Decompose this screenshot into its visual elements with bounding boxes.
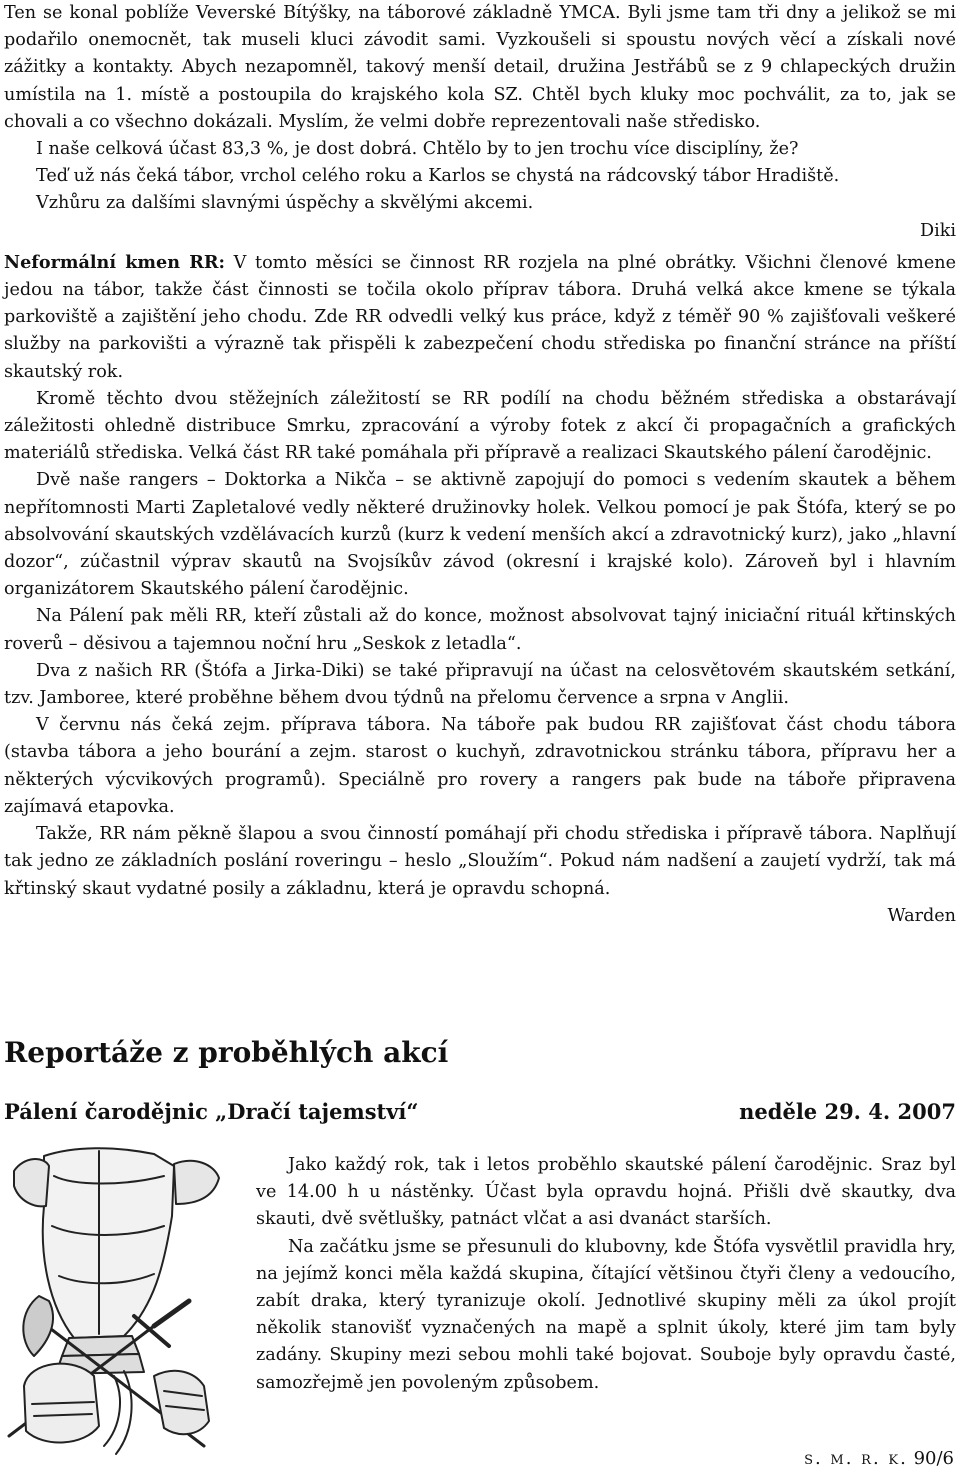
rr-paragraph: V červnu nás čeká zejm. příprava tábora. Na táboře pak budou RR zajišťovat část chodu tábora (stavba tábora a jeho bourání a zejm. starost o kuchyň, zdravotnickou stránku tábora, přípravu her a některých výcvikových programů). Speciálně pro rovery a rangers pak bude na táboře připravena zajímavá etapovka. <box>4 715 956 817</box>
knight-armor-drawing-icon <box>4 1146 234 1464</box>
intro-paragraph: Ten se konal poblíže Veverské Bítýšky, na táborové základně YMCA. Byli jsme tam tři dny a jelikož se mi podařilo onemocnět, tak museli kluci závodit sami. Vyzkoušeli si spoustu nových věcí a získali nové zážitky a kontakty. Abych nezapomněl, takový menší detail, družina Jestřábů se z 9 chlapeckých družin umístila na 1. místě a postoupila do krajského kola SZ. Chtěl bych kluky moc pochválit, za to, jak se chovali a co všechno dokázali. Myslím, že velmi dobře reprezentovali naše středisko. <box>4 3 956 132</box>
rr-first-text: V tomto měsíci se činnost RR rozjela na plné obrátky. Všichni členové kmene jedou na tábor, takže část činnosti se točila okolo příprav tábora. Druhá velká akce kmene se týkala parkoviště a zajištění jeho chodu. Zde RR odvedli velký kus práce, když z téměř 90 % zajišťovali veškeré služby na parkovišti a výrazně tak přispěli k zabezpečení chodu střediska po finanční stránce na příští skautský rok. <box>4 252 956 382</box>
rr-section-label: Neformální kmen RR: <box>4 251 225 273</box>
report-paragraph: Jako každý rok, tak i letos proběhlo skautské pálení čarodějnic. Sraz byl ve 14.00 h u nástěnky. Účast byla opravdu hojná. Přišli dvě skautky, dva skauti, dvě světlušky, patnáct vlčat a asi dvanáct starších. <box>256 1155 956 1230</box>
report-title: Pálení čarodějnic „Dračí tajemství“ <box>4 1099 419 1124</box>
rr-paragraph: Dvě naše rangers – Doktorka a Nikča – se aktivně zapojují do pomoci s vedením skautek a během nepřítomnosti Marti Zapletalové vedly některé družinovky holek. Velkou pomocí je pak Štófa, který se po absolvování skautských vzdělávacích kurzů (kurz k vedení menších akcí a zdravotnický kurz), jako „hlavní dozor“, zúčastnil výprav skautů na Svojsíkův závod (okresní i krajské kolo). Zároveň byl i hlavním organizátorem Skautského pálení čarodějnic. <box>4 470 956 600</box>
rr-paragraph: Kromě těchto dvou stěžejních záležitostí se RR podílí na chodu běžném střediska a obstarávají záležitosti ohledně distribuce Smrku, zpracování a výroby fotek z akcí či propagačních a grafických materiálů střediska. Velká část RR také pomáhala při přípravě a realizaci Skautského pálení čarodějnic. <box>4 388 956 464</box>
page-footer <box>804 1446 954 1472</box>
report-header <box>4 1098 956 1126</box>
signature-warden: Warden <box>887 905 956 926</box>
intro-paragraph: Teď už nás čeká tábor, vrchol celého roku a Karlos se chystá na rádcovský tábor Hradiště. <box>36 166 840 187</box>
page-number: 90/6 <box>913 1448 954 1469</box>
rr-paragraph: Dva z našich RR (Štófa a Jirka-Diki) se také připravují na účast na celosvětovém skautském setkání, tzv. Jamboree, které proběhne během dvou týdnů na přelomu července a srpna v Anglii. <box>4 660 956 709</box>
page-body <box>4 0 956 930</box>
intro-paragraph: Vzhůru za dalšími slavnými úspěchy a skvělými akcemi. <box>36 193 534 214</box>
intro-paragraph: I naše celková účast 83,3 %, je dost dobrá. Chtělo by to jen trochu více disciplíny, že? <box>36 139 799 160</box>
rr-first-paragraph <box>4 249 956 386</box>
rr-paragraph: Na Pálení pak měli RR, kteří zůstali až do konce, možnost absolvovat tajný iniciační rituál křtinských roverů – děsivou a tajemnou noční hru „Seskok z letadla“. <box>4 606 956 654</box>
report-paragraph: Na začátku jsme se přesunuli do klubovny, kde Štófa vysvětlil pravidla hry, na jejímž konci měla každá skupina, čítající většinou čtyři členy a vedoucího, zabít draka, který tyranizuje okolí. Jednotlivé skupiny měli za úkol projít několik stanovišť vyznačených na mapě a splnit úkoly, které jim tam byly zadány. Skupiny mezi sebou mohli také bojovat. Souboje byly opravdu časté, samozřejmě jen povoleným způsobem. <box>256 1236 956 1393</box>
magazine-name: s. m. r. k. <box>804 1448 908 1469</box>
rr-paragraph: Takže, RR nám pěkně šlapou a svou činností pomáhají při chodu střediska i přípravě tábora. Naplňují tak jedno ze základních poslání roveringu – heslo „Sloužím“. Pokud nám nadšení a zaujetí vydrží, tak má křtinský skaut vydatné posily a základnu, která je opravdu schopná. <box>4 824 956 899</box>
section-title: Reportáže z proběhlých akcí <box>4 1036 449 1069</box>
report-body <box>256 1152 956 1397</box>
report-date: neděle 29. 4. 2007 <box>739 1099 956 1124</box>
signature-diki: Diki <box>919 220 956 241</box>
